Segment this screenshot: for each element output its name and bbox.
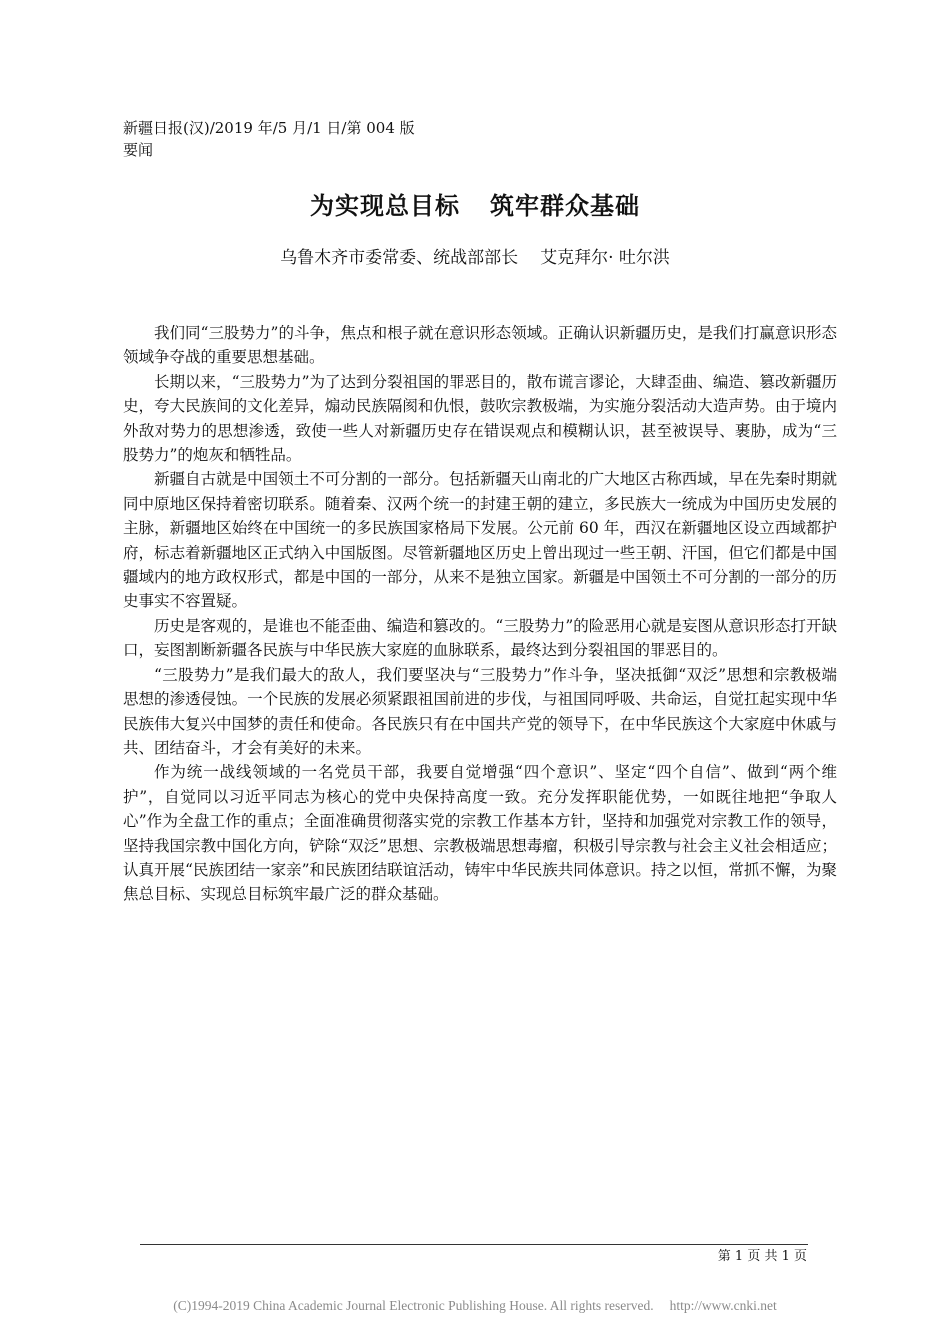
- page-indicator: 第 1 页 共 1 页: [717, 1249, 807, 1264]
- section-label: 要闻: [123, 141, 154, 159]
- title-part-2: 筑牢群众基础: [490, 192, 640, 220]
- source-header: [123, 117, 415, 161]
- footer-divider: [140, 1244, 808, 1245]
- author-position: 乌鲁木齐市委常委、统战部部长: [280, 248, 519, 268]
- source-line: 新疆日报(汉)/2019 年/5 月/1 日/第 004 版: [123, 119, 415, 137]
- author-name: 艾克拜尔· 吐尔洪: [540, 248, 670, 268]
- paragraph: 长期以来，“三股势力”为了达到分裂祖国的罪恶目的，散布谎言谬论，大肆歪曲、编造、篡改新疆历史，夸大民族间的文化差异，煽动民族隔阂和仇恨，鼓吹宗教极端，为实施分裂活动大造声势。由于境内外敌对势力的思想渗透，致使一些人对新疆历史存在错误观点和模糊认识，甚至被误导、裹胁，成为“三股势力”的炮灰和牺牲品。: [123, 372, 837, 465]
- paragraph: “三股势力”是我们最大的敌人，我们要坚决与“三股势力”作斗争，坚决抵御“双泛”思想和宗教极端思想的渗透侵蚀。一个民族的发展必须紧跟祖国前进的步伐，与祖国同呼吸、共命运，自觉扛起实现中华民族伟大复兴中国梦的责任和使命。各民族只有在中国共产党的领导下，在中华民族这个大家庭中休戚与共、团结奋斗，才会有美好的未来。: [123, 665, 837, 757]
- paragraph: 新疆自古就是中国领土不可分割的一部分。包括新疆天山南北的广大地区古称西域，早在先秦时期就同中原地区保持着密切联系。随着秦、汉两个统一的封建王朝的建立，多民族大一统成为中国历史发展的主脉，新疆地区始终在中国统一的多民族国家格局下发展。公元前 60 年，西汉在新疆地区设立西域都护府，标志着新疆地区正式纳入中国版图。尽管新疆地区历史上曾出现过一些王朝、汗国，但它们都是中国疆域内的地方政权形式，都是中国的一部分，从来不是独立国家。新疆是中国领土不可分割的一部分的历史事实不容置疑。: [123, 470, 837, 611]
- paragraph: 作为统一战线领域的一名党员干部，我要自觉增强“四个意识”、坚定“四个自信”、做到“两个维护”，自觉同以习近平同志为核心的党中央保持高度一致。充分发挥职能优势，一如既往地把“争取人心”作为全盘工作的重点；全面准确贯彻落实党的宗教工作基本方针，坚持和加强党对宗教工作的领导，坚持我国宗教中国化方向，铲除“双泛”思想、宗教极端思想毒瘤，积极引导宗教与社会主义社会相适应；认真开展“民族团结一家亲”和民族团结联谊活动，铸牢中华民族共同体意识。持之以恒，常抓不懈，为聚焦总目标、实现总目标筑牢最广泛的群众基础。: [123, 763, 837, 904]
- article-byline: [0, 245, 950, 271]
- paragraph: 历史是客观的，是谁也不能歪曲、编造和篡改的。“三股势力”的险恶用心就是妄图从意识形态打开缺口，妄图割断新疆各民族与中华民族大家庭的血脉联系，最终达到分裂祖国的罪恶目的。: [123, 616, 837, 660]
- article-title: [0, 190, 950, 222]
- website-link[interactable]: http://www.cnki.net: [669, 1298, 777, 1313]
- copyright-line: [0, 1297, 950, 1315]
- paragraph: 我们同“三股势力”的斗争，焦点和根子就在意识形态领域。正确认识新疆历史，是我们打赢意识形态领域争夺战的重要思想基础。: [123, 324, 837, 367]
- copyright-text: (C)1994-2019 China Academic Journal Electronic Publishing House. All rights reserved.: [173, 1298, 654, 1313]
- title-part-1: 为实现总目标: [310, 192, 460, 220]
- article-body: [123, 321, 837, 907]
